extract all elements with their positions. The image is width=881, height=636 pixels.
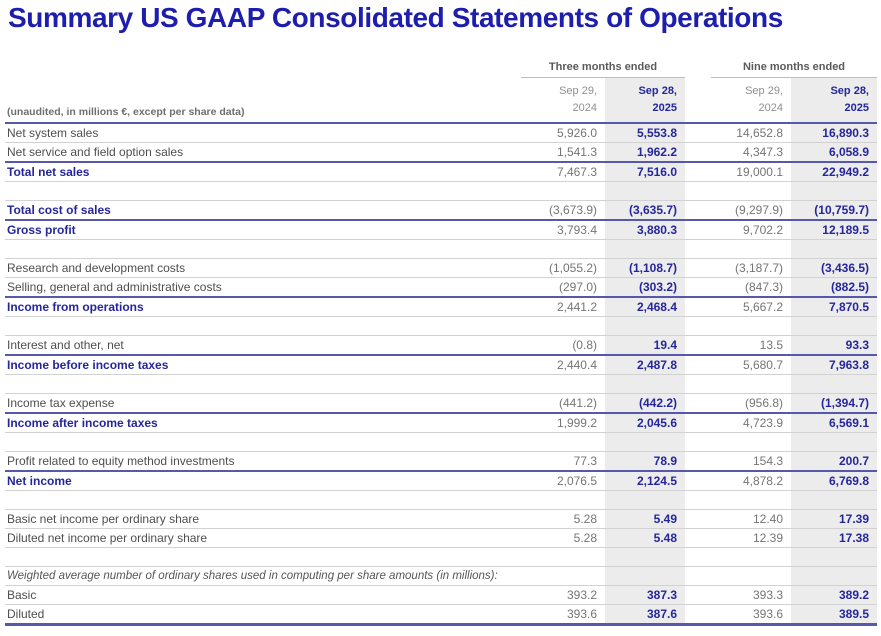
column-gap	[685, 433, 711, 452]
value-cell: (9,297.9)	[711, 201, 791, 221]
value-cell: (3,635.7)	[605, 201, 685, 221]
column-gap	[685, 220, 711, 240]
row-label: Net income	[5, 471, 521, 491]
value-cell: (882.5)	[791, 278, 877, 298]
value-cell: 2,045.6	[605, 413, 685, 433]
row-label: Diluted net income per ordinary share	[5, 529, 521, 548]
column-gap	[685, 162, 711, 182]
value-cell: 5,926.0	[521, 123, 605, 143]
group-header-nine-months: Nine months ended	[711, 61, 877, 78]
row-label: Basic net income per ordinary share	[5, 510, 521, 529]
value-cell: (956.8)	[711, 394, 791, 414]
spacer-row	[5, 182, 877, 201]
value-cell: (3,673.9)	[521, 201, 605, 221]
date-year: 2024	[572, 102, 597, 114]
value-cell	[521, 240, 605, 259]
spacer-row	[5, 240, 877, 259]
group-header-row	[5, 61, 877, 78]
value-cell	[605, 548, 685, 567]
date-year: 2025	[844, 102, 869, 114]
value-cell: (10,759.7)	[791, 201, 877, 221]
row-label: Gross profit	[5, 220, 521, 240]
table-row	[5, 471, 877, 491]
value-cell	[521, 317, 605, 336]
value-cell	[791, 317, 877, 336]
date-header-row	[5, 78, 877, 124]
value-cell: 1,541.3	[521, 143, 605, 163]
value-cell: 1,999.2	[521, 413, 605, 433]
group-header-three-months: Three months ended	[521, 61, 685, 78]
value-cell: 389.5	[791, 605, 877, 625]
value-cell	[791, 375, 877, 394]
value-cell: 2,440.4	[521, 355, 605, 375]
column-gap	[685, 452, 711, 472]
column-gap	[685, 394, 711, 414]
column-gap	[685, 567, 711, 586]
row-label	[5, 317, 521, 336]
value-cell	[791, 182, 877, 201]
table-row	[5, 278, 877, 298]
table-row	[5, 336, 877, 356]
value-cell: (442.2)	[605, 394, 685, 414]
value-cell	[791, 491, 877, 510]
row-label: Income after income taxes	[5, 413, 521, 433]
group-header-label-spacer	[5, 61, 521, 78]
row-label	[5, 548, 521, 567]
date-month: Sep 29,	[745, 85, 783, 97]
column-gap	[685, 548, 711, 567]
row-label: Total cost of sales	[5, 201, 521, 221]
column-gap	[685, 375, 711, 394]
value-cell: 14,652.8	[711, 123, 791, 143]
value-cell	[605, 240, 685, 259]
column-header-q3-2025	[605, 78, 685, 124]
column-gap	[685, 491, 711, 510]
value-cell: 5.28	[521, 510, 605, 529]
column-gap	[685, 278, 711, 298]
value-cell: 7,963.8	[791, 355, 877, 375]
row-label	[5, 375, 521, 394]
value-cell	[521, 375, 605, 394]
value-cell: 2,076.5	[521, 471, 605, 491]
row-label	[5, 491, 521, 510]
value-cell: 393.3	[711, 586, 791, 605]
value-cell: 2,441.2	[521, 297, 605, 317]
value-cell: 387.6	[605, 605, 685, 625]
value-cell: 12.40	[711, 510, 791, 529]
value-cell: 77.3	[521, 452, 605, 472]
column-gap	[685, 317, 711, 336]
row-label: Net system sales	[5, 123, 521, 143]
unaudited-note: (unaudited, in millions €, except per share data)	[5, 78, 521, 124]
value-cell: 9,702.2	[711, 220, 791, 240]
spacer-row	[5, 375, 877, 394]
value-cell	[605, 491, 685, 510]
value-cell: 12,189.5	[791, 220, 877, 240]
value-cell: 17.38	[791, 529, 877, 548]
value-cell	[521, 491, 605, 510]
row-label: Income before income taxes	[5, 355, 521, 375]
value-cell: (303.2)	[605, 278, 685, 298]
value-cell: (1,108.7)	[605, 259, 685, 278]
value-cell: 4,878.2	[711, 471, 791, 491]
value-cell: 19.4	[605, 336, 685, 356]
value-cell: 5,667.2	[711, 297, 791, 317]
date-month: Sep 29,	[559, 85, 597, 97]
table-body	[5, 123, 877, 625]
value-cell: 5.49	[605, 510, 685, 529]
value-cell: 200.7	[791, 452, 877, 472]
column-gap	[685, 471, 711, 491]
value-cell: 12.39	[711, 529, 791, 548]
value-cell: 5,553.8	[605, 123, 685, 143]
value-cell: 19,000.1	[711, 162, 791, 182]
value-cell: 5,680.7	[711, 355, 791, 375]
spacer-row	[5, 433, 877, 452]
spacer-row	[5, 317, 877, 336]
value-cell: 6,769.8	[791, 471, 877, 491]
column-gap	[685, 355, 711, 375]
row-label: Total net sales	[5, 162, 521, 182]
value-cell	[521, 567, 605, 586]
value-cell: 93.3	[791, 336, 877, 356]
row-label: Net service and field option sales	[5, 143, 521, 163]
column-gap	[685, 336, 711, 356]
value-cell: 7,467.3	[521, 162, 605, 182]
value-cell	[711, 375, 791, 394]
value-cell: 2,487.8	[605, 355, 685, 375]
table-row	[5, 529, 877, 548]
spacer-row	[5, 548, 877, 567]
value-cell	[791, 567, 877, 586]
value-cell: (441.2)	[521, 394, 605, 414]
value-cell: (847.3)	[711, 278, 791, 298]
value-cell: 387.3	[605, 586, 685, 605]
value-cell	[521, 548, 605, 567]
value-cell: 4,723.9	[711, 413, 791, 433]
table-row	[5, 510, 877, 529]
date-month: Sep 28,	[638, 85, 677, 97]
table-row	[5, 297, 877, 317]
value-cell: (3,187.7)	[711, 259, 791, 278]
value-cell: 1,962.2	[605, 143, 685, 163]
group-header-gap	[685, 61, 711, 78]
value-cell: 393.2	[521, 586, 605, 605]
value-cell: 6,058.9	[791, 143, 877, 163]
date-year: 2025	[652, 102, 677, 114]
page-title: Summary US GAAP Consolidated Statements of Operations	[8, 2, 783, 33]
value-cell: 4,347.3	[711, 143, 791, 163]
date-year: 2024	[758, 102, 783, 114]
table-row	[5, 143, 877, 163]
value-cell	[521, 433, 605, 452]
value-cell: 3,880.3	[605, 220, 685, 240]
column-gap	[685, 143, 711, 163]
value-cell	[605, 567, 685, 586]
value-cell: (0.8)	[521, 336, 605, 356]
column-header-9m-2024	[711, 78, 791, 124]
value-cell: 393.6	[711, 605, 791, 625]
statements-table	[5, 61, 877, 626]
column-gap	[685, 240, 711, 259]
row-label	[5, 182, 521, 201]
table-row	[5, 586, 877, 605]
row-label: Selling, general and administrative costs	[5, 278, 521, 298]
value-cell: (3,436.5)	[791, 259, 877, 278]
value-cell: 6,569.1	[791, 413, 877, 433]
value-cell	[521, 182, 605, 201]
value-cell	[791, 240, 877, 259]
value-cell	[791, 433, 877, 452]
value-cell	[711, 491, 791, 510]
column-gap	[685, 586, 711, 605]
column-header-q3-2024	[521, 78, 605, 124]
row-label	[5, 433, 521, 452]
value-cell	[605, 433, 685, 452]
value-cell	[711, 240, 791, 259]
value-cell: (297.0)	[521, 278, 605, 298]
row-label: Weighted average number of ordinary shares used in computing per share amounts (in millions):	[5, 567, 521, 586]
value-cell: (1,055.2)	[521, 259, 605, 278]
value-cell: 2,468.4	[605, 297, 685, 317]
value-cell: 5.28	[521, 529, 605, 548]
table-row	[5, 220, 877, 240]
value-cell: 16,890.3	[791, 123, 877, 143]
value-cell: 154.3	[711, 452, 791, 472]
value-cell	[605, 317, 685, 336]
table-row	[5, 355, 877, 375]
row-label: Research and development costs	[5, 259, 521, 278]
value-cell: 393.6	[521, 605, 605, 625]
spacer-row	[5, 491, 877, 510]
row-label: Profit related to equity method investments	[5, 452, 521, 472]
row-label: Diluted	[5, 605, 521, 625]
column-gap	[685, 182, 711, 201]
table-header	[5, 61, 877, 123]
table-row	[5, 452, 877, 472]
table-row	[5, 413, 877, 433]
table-row	[5, 259, 877, 278]
value-cell: 78.9	[605, 452, 685, 472]
value-cell: 17.39	[791, 510, 877, 529]
table-row	[5, 394, 877, 414]
column-gap	[685, 510, 711, 529]
table-row	[5, 605, 877, 625]
value-cell: 7,870.5	[791, 297, 877, 317]
value-cell: 2,124.5	[605, 471, 685, 491]
column-gap	[685, 259, 711, 278]
value-cell: 389.2	[791, 586, 877, 605]
value-cell: 7,516.0	[605, 162, 685, 182]
value-cell	[605, 375, 685, 394]
value-cell: 5.48	[605, 529, 685, 548]
column-header-9m-2025	[791, 78, 877, 124]
table-row	[5, 162, 877, 182]
table-row	[5, 123, 877, 143]
value-cell	[605, 182, 685, 201]
value-cell	[791, 548, 877, 567]
column-gap	[685, 201, 711, 221]
value-cell: 3,793.4	[521, 220, 605, 240]
value-cell: 13.5	[711, 336, 791, 356]
column-gap	[685, 123, 711, 143]
column-gap	[685, 413, 711, 433]
table-row	[5, 567, 877, 586]
column-gap	[685, 529, 711, 548]
column-gap	[685, 297, 711, 317]
value-cell	[711, 567, 791, 586]
column-gap	[685, 605, 711, 625]
row-label: Income tax expense	[5, 394, 521, 414]
value-cell	[711, 433, 791, 452]
value-cell	[711, 182, 791, 201]
row-label: Income from operations	[5, 297, 521, 317]
row-label	[5, 240, 521, 259]
value-cell: 22,949.2	[791, 162, 877, 182]
value-cell: (1,394.7)	[791, 394, 877, 414]
value-cell	[711, 548, 791, 567]
table-row	[5, 201, 877, 221]
column-gap	[685, 78, 711, 124]
row-label: Interest and other, net	[5, 336, 521, 356]
date-month: Sep 28,	[830, 85, 869, 97]
value-cell	[711, 317, 791, 336]
row-label: Basic	[5, 586, 521, 605]
